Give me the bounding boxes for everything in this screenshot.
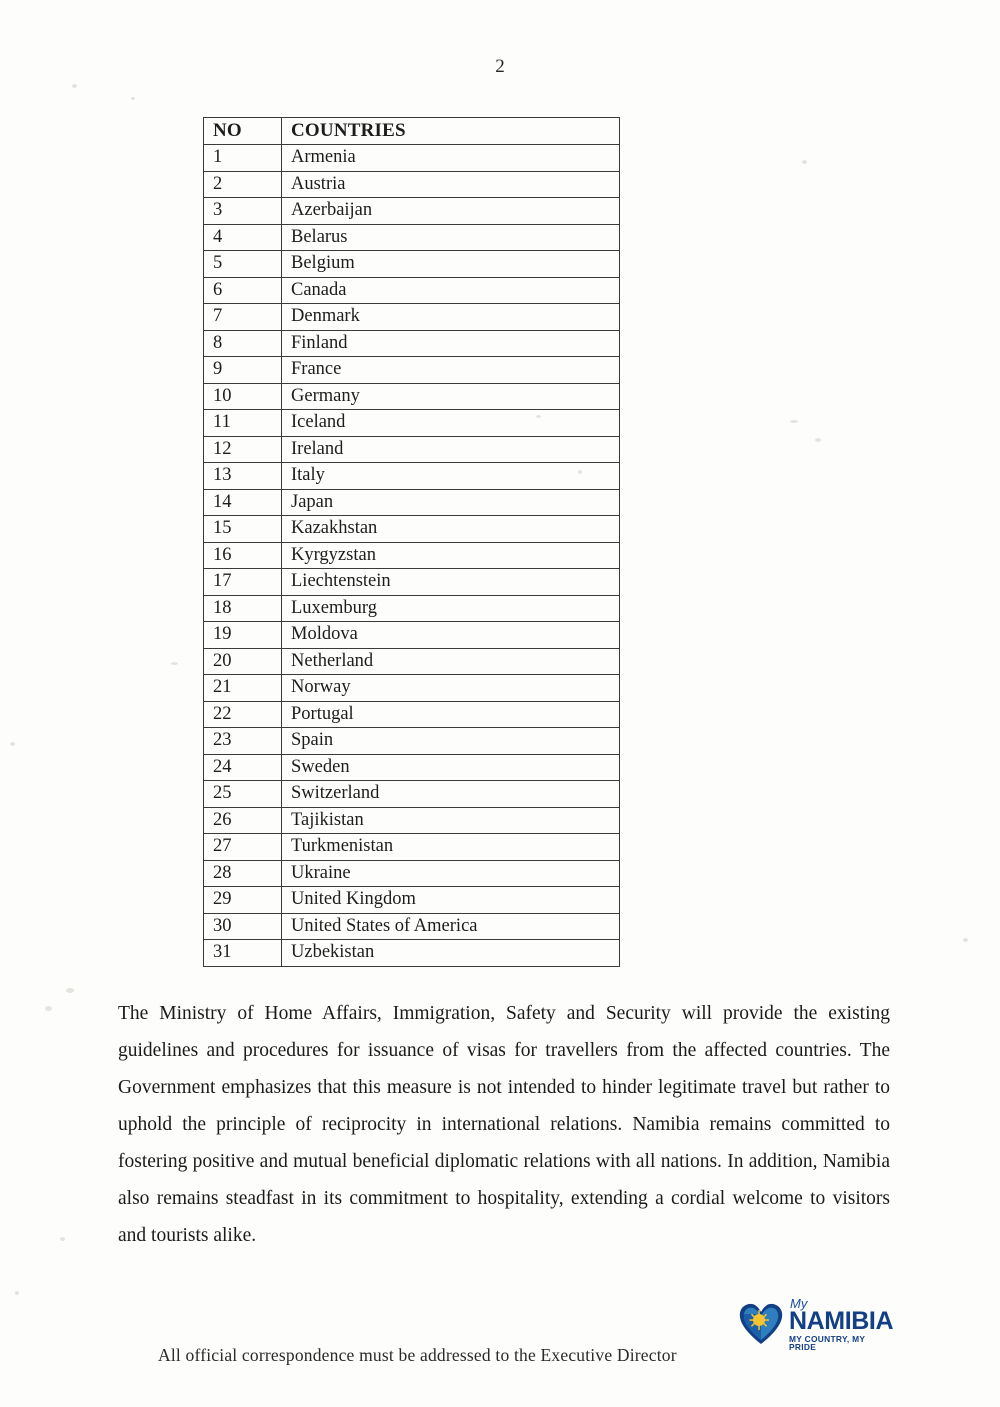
- cell-no: 5: [204, 251, 282, 278]
- cell-country: Iceland: [282, 410, 620, 437]
- table-row: [204, 754, 620, 781]
- table-row: [204, 224, 620, 251]
- table-row: [204, 383, 620, 410]
- cell-country: Portugal: [282, 701, 620, 728]
- cell-no: 14: [204, 489, 282, 516]
- cell-country: Moldova: [282, 622, 620, 649]
- cell-country: Kazakhstan: [282, 516, 620, 543]
- table-row: [204, 330, 620, 357]
- cell-country: Norway: [282, 675, 620, 702]
- table-row: [204, 648, 620, 675]
- cell-country: Denmark: [282, 304, 620, 331]
- cell-country: Netherland: [282, 648, 620, 675]
- cell-no: 18: [204, 595, 282, 622]
- cell-country: Luxemburg: [282, 595, 620, 622]
- page-number: 2: [495, 56, 505, 77]
- table-row: [204, 860, 620, 887]
- cell-no: 26: [204, 807, 282, 834]
- cell-no: 7: [204, 304, 282, 331]
- cell-no: 10: [204, 383, 282, 410]
- cell-no: 17: [204, 569, 282, 596]
- table-body: [204, 145, 620, 967]
- table-row: [204, 913, 620, 940]
- cell-country: Turkmenistan: [282, 834, 620, 861]
- cell-country: Canada: [282, 277, 620, 304]
- table-row: [204, 940, 620, 967]
- cell-country: Uzbekistan: [282, 940, 620, 967]
- cell-no: 3: [204, 198, 282, 225]
- table-row: [204, 357, 620, 384]
- logo-namibia-text: NAMIBIA: [789, 1306, 894, 1335]
- column-header-no: NO: [204, 118, 282, 145]
- cell-no: 9: [204, 357, 282, 384]
- table-row: [204, 145, 620, 172]
- cell-country: Armenia: [282, 145, 620, 172]
- table-row: [204, 728, 620, 755]
- cell-no: 15: [204, 516, 282, 543]
- cell-country: Austria: [282, 171, 620, 198]
- cell-no: 16: [204, 542, 282, 569]
- table-row: [204, 251, 620, 278]
- table-row: [204, 781, 620, 808]
- table-row: [204, 304, 620, 331]
- cell-no: 13: [204, 463, 282, 490]
- table-row: [204, 701, 620, 728]
- cell-no: 21: [204, 675, 282, 702]
- cell-country: Belarus: [282, 224, 620, 251]
- cell-country: Ireland: [282, 436, 620, 463]
- cell-country: France: [282, 357, 620, 384]
- footer-note: All official correspondence must be addressed to the Executive Director: [158, 1345, 677, 1365]
- cell-no: 4: [204, 224, 282, 251]
- cell-no: 25: [204, 781, 282, 808]
- cell-no: 30: [204, 913, 282, 940]
- heart-icon: [738, 1302, 784, 1346]
- cell-no: 6: [204, 277, 282, 304]
- cell-no: 31: [204, 940, 282, 967]
- cell-country: Switzerland: [282, 781, 620, 808]
- table-row: [204, 171, 620, 198]
- table-row: [204, 410, 620, 437]
- table-row: [204, 516, 620, 543]
- namibia-logo: [738, 1295, 894, 1352]
- cell-country: Kyrgyzstan: [282, 542, 620, 569]
- cell-no: 20: [204, 648, 282, 675]
- cell-country: Belgium: [282, 251, 620, 278]
- cell-no: 24: [204, 754, 282, 781]
- table-row: [204, 277, 620, 304]
- logo-my-text: My: [790, 1295, 808, 1311]
- cell-country: Finland: [282, 330, 620, 357]
- cell-country: United States of America: [282, 913, 620, 940]
- table-row: [204, 542, 620, 569]
- body-paragraph: The Ministry of Home Affairs, Immigration, Safety and Security will provide the existing guidelines and procedures for issuance of visas for travellers from the affected countries. The Government emphasizes that this measure is not intended to hinder legitimate travel but rather to uphold the principle of reciprocity in international relations. Namibia remains committed to fostering positive and mutual beneficial diplomatic relations with all nations. In addition, Namibia also remains steadfast in its commitment to hospitality, extending a cordial welcome to visitors and tourists alike.: [118, 1002, 890, 1246]
- cell-no: 12: [204, 436, 282, 463]
- cell-no: 28: [204, 860, 282, 887]
- table-row: [204, 489, 620, 516]
- cell-country: Germany: [282, 383, 620, 410]
- table-row: [204, 569, 620, 596]
- table-row: [204, 834, 620, 861]
- table-row: [204, 675, 620, 702]
- table-row: [204, 463, 620, 490]
- cell-no: 1: [204, 145, 282, 172]
- cell-no: 23: [204, 728, 282, 755]
- table-row: [204, 622, 620, 649]
- logo-wordmark: [789, 1297, 893, 1352]
- column-header-countries: COUNTRIES: [282, 118, 620, 145]
- logo-tagline: MY COUNTRY, MY PRIDE: [789, 1333, 866, 1352]
- table-row: [204, 198, 620, 225]
- table-row: [204, 436, 620, 463]
- cell-country: Spain: [282, 728, 620, 755]
- cell-country: Tajikistan: [282, 807, 620, 834]
- table-row: [204, 595, 620, 622]
- cell-country: Japan: [282, 489, 620, 516]
- cell-no: 11: [204, 410, 282, 437]
- cell-country: Ukraine: [282, 860, 620, 887]
- cell-no: 2: [204, 171, 282, 198]
- cell-no: 29: [204, 887, 282, 914]
- cell-no: 22: [204, 701, 282, 728]
- cell-country: Sweden: [282, 754, 620, 781]
- table-row: [204, 887, 620, 914]
- cell-country: Azerbaijan: [282, 198, 620, 225]
- cell-no: 8: [204, 330, 282, 357]
- table-row: [204, 807, 620, 834]
- table-header-row: [204, 118, 620, 145]
- cell-no: 19: [204, 622, 282, 649]
- cell-no: 27: [204, 834, 282, 861]
- countries-table: [203, 117, 620, 967]
- cell-country: United Kingdom: [282, 887, 620, 914]
- cell-country: Liechtenstein: [282, 569, 620, 596]
- cell-country: Italy: [282, 463, 620, 490]
